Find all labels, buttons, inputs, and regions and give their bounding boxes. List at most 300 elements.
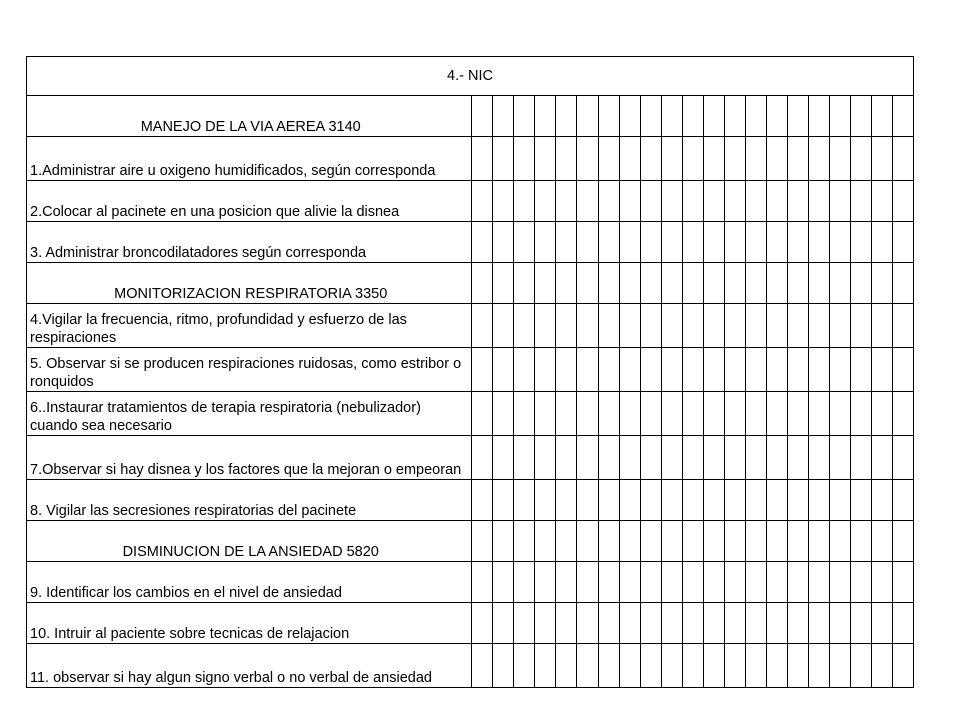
check-cell[interactable] bbox=[724, 603, 745, 644]
check-cell[interactable] bbox=[619, 644, 640, 688]
check-cell[interactable] bbox=[766, 644, 787, 688]
check-cell[interactable] bbox=[766, 603, 787, 644]
check-cell[interactable] bbox=[745, 96, 766, 137]
check-cell[interactable] bbox=[724, 644, 745, 688]
check-cell[interactable] bbox=[493, 304, 514, 348]
check-cell[interactable] bbox=[682, 181, 703, 222]
check-cell[interactable] bbox=[703, 137, 724, 181]
check-cell[interactable] bbox=[892, 263, 913, 304]
check-cell[interactable] bbox=[787, 562, 808, 603]
check-cell[interactable] bbox=[682, 304, 703, 348]
check-cell[interactable] bbox=[871, 348, 892, 392]
check-cell[interactable] bbox=[724, 480, 745, 521]
check-cell[interactable] bbox=[787, 137, 808, 181]
check-cell[interactable] bbox=[535, 644, 556, 688]
check-cell[interactable] bbox=[493, 348, 514, 392]
check-cell[interactable] bbox=[661, 562, 682, 603]
check-cell[interactable] bbox=[577, 436, 598, 480]
check-cell[interactable] bbox=[745, 521, 766, 562]
check-cell[interactable] bbox=[619, 304, 640, 348]
check-cell[interactable] bbox=[724, 521, 745, 562]
check-cell[interactable] bbox=[808, 603, 829, 644]
check-cell[interactable] bbox=[724, 137, 745, 181]
check-cell[interactable] bbox=[808, 480, 829, 521]
table-row bbox=[27, 436, 914, 480]
check-cell[interactable] bbox=[850, 521, 871, 562]
check-cell[interactable] bbox=[556, 222, 577, 263]
check-cell[interactable] bbox=[703, 96, 724, 137]
check-cell[interactable] bbox=[472, 392, 493, 436]
check-cell[interactable] bbox=[493, 436, 514, 480]
check-cell[interactable] bbox=[472, 603, 493, 644]
check-cell[interactable] bbox=[892, 304, 913, 348]
check-cell[interactable] bbox=[661, 222, 682, 263]
check-cell[interactable] bbox=[682, 263, 703, 304]
check-cell[interactable] bbox=[472, 480, 493, 521]
check-cell[interactable] bbox=[787, 603, 808, 644]
check-cell[interactable] bbox=[661, 304, 682, 348]
check-cell[interactable] bbox=[556, 304, 577, 348]
check-cell[interactable] bbox=[829, 348, 850, 392]
check-cell[interactable] bbox=[514, 603, 535, 644]
check-cell[interactable] bbox=[829, 562, 850, 603]
check-cell[interactable] bbox=[850, 480, 871, 521]
check-cell[interactable] bbox=[619, 603, 640, 644]
check-cell[interactable] bbox=[703, 480, 724, 521]
check-cell[interactable] bbox=[535, 521, 556, 562]
check-cell[interactable] bbox=[787, 181, 808, 222]
check-cell[interactable] bbox=[682, 521, 703, 562]
check-cell[interactable] bbox=[871, 96, 892, 137]
check-cell[interactable] bbox=[514, 304, 535, 348]
check-cell[interactable] bbox=[577, 480, 598, 521]
check-cell[interactable] bbox=[766, 96, 787, 137]
check-cell[interactable] bbox=[556, 436, 577, 480]
check-cell[interactable] bbox=[871, 263, 892, 304]
check-cell[interactable] bbox=[871, 181, 892, 222]
check-cell[interactable] bbox=[493, 521, 514, 562]
check-cell[interactable] bbox=[535, 263, 556, 304]
check-cell[interactable] bbox=[892, 521, 913, 562]
check-cell[interactable] bbox=[808, 222, 829, 263]
check-cell[interactable] bbox=[724, 222, 745, 263]
check-cell[interactable] bbox=[556, 644, 577, 688]
check-cell[interactable] bbox=[493, 603, 514, 644]
check-cell[interactable] bbox=[661, 480, 682, 521]
check-cell[interactable] bbox=[535, 137, 556, 181]
check-cell[interactable] bbox=[745, 562, 766, 603]
check-cell[interactable] bbox=[829, 436, 850, 480]
check-cell[interactable] bbox=[514, 392, 535, 436]
check-cell[interactable] bbox=[829, 222, 850, 263]
check-cell[interactable] bbox=[892, 603, 913, 644]
check-cell[interactable] bbox=[577, 181, 598, 222]
check-cell[interactable] bbox=[640, 603, 661, 644]
check-cell[interactable] bbox=[640, 480, 661, 521]
check-cell[interactable] bbox=[577, 644, 598, 688]
check-cell[interactable] bbox=[514, 137, 535, 181]
check-cell[interactable] bbox=[724, 562, 745, 603]
check-cell[interactable] bbox=[514, 436, 535, 480]
check-cell[interactable] bbox=[640, 436, 661, 480]
check-cell[interactable] bbox=[472, 644, 493, 688]
check-cell[interactable] bbox=[577, 222, 598, 263]
check-cell[interactable] bbox=[871, 436, 892, 480]
check-cell[interactable] bbox=[766, 436, 787, 480]
check-cell[interactable] bbox=[577, 304, 598, 348]
check-cell[interactable] bbox=[850, 603, 871, 644]
check-cell[interactable] bbox=[472, 263, 493, 304]
check-cell[interactable] bbox=[703, 436, 724, 480]
check-cell[interactable] bbox=[577, 562, 598, 603]
check-cell[interactable] bbox=[577, 521, 598, 562]
check-cell[interactable] bbox=[850, 181, 871, 222]
check-cell[interactable] bbox=[493, 392, 514, 436]
check-cell[interactable] bbox=[535, 392, 556, 436]
check-cell[interactable] bbox=[577, 263, 598, 304]
check-cell[interactable] bbox=[556, 263, 577, 304]
check-cell[interactable] bbox=[682, 603, 703, 644]
check-cell[interactable] bbox=[598, 521, 619, 562]
check-cell[interactable] bbox=[472, 304, 493, 348]
check-cell[interactable] bbox=[787, 263, 808, 304]
check-cell[interactable] bbox=[808, 96, 829, 137]
check-cell[interactable] bbox=[577, 392, 598, 436]
check-cell[interactable] bbox=[829, 96, 850, 137]
check-cell[interactable] bbox=[577, 348, 598, 392]
check-cell[interactable] bbox=[556, 603, 577, 644]
check-cell[interactable] bbox=[745, 392, 766, 436]
check-cell[interactable] bbox=[871, 222, 892, 263]
check-cell[interactable] bbox=[829, 480, 850, 521]
check-cell[interactable] bbox=[598, 304, 619, 348]
check-cell[interactable] bbox=[829, 392, 850, 436]
check-cell[interactable] bbox=[682, 137, 703, 181]
check-cell[interactable] bbox=[640, 521, 661, 562]
check-cell[interactable] bbox=[472, 348, 493, 392]
check-cell[interactable] bbox=[472, 222, 493, 263]
check-cell[interactable] bbox=[703, 181, 724, 222]
check-cell[interactable] bbox=[892, 96, 913, 137]
check-cell[interactable] bbox=[808, 304, 829, 348]
check-cell[interactable] bbox=[619, 521, 640, 562]
check-cell[interactable] bbox=[850, 392, 871, 436]
check-cell[interactable] bbox=[493, 96, 514, 137]
check-cell[interactable] bbox=[703, 392, 724, 436]
check-cell[interactable] bbox=[871, 644, 892, 688]
check-cell[interactable] bbox=[472, 181, 493, 222]
check-cell[interactable] bbox=[535, 96, 556, 137]
check-cell[interactable] bbox=[493, 263, 514, 304]
check-cell[interactable] bbox=[556, 96, 577, 137]
check-cell[interactable] bbox=[892, 222, 913, 263]
check-cell[interactable] bbox=[619, 263, 640, 304]
check-cell[interactable] bbox=[598, 644, 619, 688]
intervention-text: 9. Identificar los cambios en el nivel de ansiedad bbox=[27, 562, 472, 603]
check-cell[interactable] bbox=[808, 644, 829, 688]
check-cell[interactable] bbox=[577, 96, 598, 137]
check-cell[interactable] bbox=[850, 644, 871, 688]
check-cell[interactable] bbox=[661, 181, 682, 222]
check-cell[interactable] bbox=[514, 348, 535, 392]
check-cell[interactable] bbox=[829, 137, 850, 181]
check-cell[interactable] bbox=[556, 562, 577, 603]
check-cell[interactable] bbox=[787, 644, 808, 688]
check-cell[interactable] bbox=[682, 222, 703, 263]
check-cell[interactable] bbox=[871, 137, 892, 181]
check-cell[interactable] bbox=[598, 603, 619, 644]
check-cell[interactable] bbox=[724, 392, 745, 436]
check-cell[interactable] bbox=[682, 436, 703, 480]
intervention-text: 10. Intruir al paciente sobre tecnicas de relajacion bbox=[27, 603, 472, 644]
check-cell[interactable] bbox=[871, 603, 892, 644]
check-cell[interactable] bbox=[598, 392, 619, 436]
check-cell[interactable] bbox=[493, 562, 514, 603]
check-cell[interactable] bbox=[787, 436, 808, 480]
check-cell[interactable] bbox=[766, 521, 787, 562]
check-cell[interactable] bbox=[871, 392, 892, 436]
check-cell[interactable] bbox=[724, 263, 745, 304]
check-cell[interactable] bbox=[703, 644, 724, 688]
check-cell[interactable] bbox=[661, 603, 682, 644]
check-cell[interactable] bbox=[514, 644, 535, 688]
check-cell[interactable] bbox=[724, 96, 745, 137]
check-cell[interactable] bbox=[619, 348, 640, 392]
check-cell[interactable] bbox=[745, 480, 766, 521]
check-cell[interactable] bbox=[829, 181, 850, 222]
check-cell[interactable] bbox=[871, 480, 892, 521]
check-cell[interactable] bbox=[745, 603, 766, 644]
check-cell[interactable] bbox=[850, 263, 871, 304]
check-cell[interactable] bbox=[514, 521, 535, 562]
check-cell[interactable] bbox=[682, 562, 703, 603]
check-cell[interactable] bbox=[850, 348, 871, 392]
check-cell[interactable] bbox=[619, 181, 640, 222]
check-cell[interactable] bbox=[535, 562, 556, 603]
check-cell[interactable] bbox=[808, 521, 829, 562]
check-cell[interactable] bbox=[598, 348, 619, 392]
check-cell[interactable] bbox=[493, 222, 514, 263]
check-cell[interactable] bbox=[493, 181, 514, 222]
check-cell[interactable] bbox=[745, 348, 766, 392]
check-cell[interactable] bbox=[577, 137, 598, 181]
check-cell[interactable] bbox=[514, 181, 535, 222]
check-cell[interactable] bbox=[577, 603, 598, 644]
check-cell[interactable] bbox=[850, 304, 871, 348]
check-cell[interactable] bbox=[535, 222, 556, 263]
check-cell[interactable] bbox=[829, 644, 850, 688]
check-cell[interactable] bbox=[787, 222, 808, 263]
check-cell[interactable] bbox=[661, 436, 682, 480]
check-cell[interactable] bbox=[640, 348, 661, 392]
check-cell[interactable] bbox=[787, 480, 808, 521]
check-cell[interactable] bbox=[619, 436, 640, 480]
check-cell[interactable] bbox=[535, 436, 556, 480]
check-cell[interactable] bbox=[640, 222, 661, 263]
check-cell[interactable] bbox=[640, 304, 661, 348]
check-cell[interactable] bbox=[766, 181, 787, 222]
check-cell[interactable] bbox=[745, 644, 766, 688]
check-cell[interactable] bbox=[703, 521, 724, 562]
check-cell[interactable] bbox=[682, 348, 703, 392]
check-cell[interactable] bbox=[598, 562, 619, 603]
check-cell[interactable] bbox=[766, 392, 787, 436]
check-cell[interactable] bbox=[556, 392, 577, 436]
check-cell[interactable] bbox=[829, 521, 850, 562]
check-cell[interactable] bbox=[829, 304, 850, 348]
check-cell[interactable] bbox=[514, 222, 535, 263]
check-cell[interactable] bbox=[787, 392, 808, 436]
check-cell[interactable] bbox=[619, 562, 640, 603]
check-cell[interactable] bbox=[619, 392, 640, 436]
check-cell[interactable] bbox=[787, 96, 808, 137]
check-cell[interactable] bbox=[787, 348, 808, 392]
check-cell[interactable] bbox=[535, 603, 556, 644]
check-cell[interactable] bbox=[808, 348, 829, 392]
check-cell[interactable] bbox=[766, 480, 787, 521]
check-cell[interactable] bbox=[850, 436, 871, 480]
check-cell[interactable] bbox=[661, 392, 682, 436]
check-cell[interactable] bbox=[829, 263, 850, 304]
check-cell[interactable] bbox=[787, 521, 808, 562]
check-cell[interactable] bbox=[850, 96, 871, 137]
check-cell[interactable] bbox=[766, 222, 787, 263]
check-cell[interactable] bbox=[472, 137, 493, 181]
check-cell[interactable] bbox=[682, 644, 703, 688]
check-cell[interactable] bbox=[892, 562, 913, 603]
check-cell[interactable] bbox=[661, 263, 682, 304]
check-cell[interactable] bbox=[598, 480, 619, 521]
check-cell[interactable] bbox=[724, 436, 745, 480]
check-cell[interactable] bbox=[493, 644, 514, 688]
check-cell[interactable] bbox=[892, 644, 913, 688]
check-cell[interactable] bbox=[640, 137, 661, 181]
check-cell[interactable] bbox=[724, 348, 745, 392]
check-cell[interactable] bbox=[472, 436, 493, 480]
check-cell[interactable] bbox=[514, 562, 535, 603]
check-cell[interactable] bbox=[640, 644, 661, 688]
check-cell[interactable] bbox=[808, 562, 829, 603]
check-cell[interactable] bbox=[556, 348, 577, 392]
check-cell[interactable] bbox=[892, 348, 913, 392]
check-cell[interactable] bbox=[766, 137, 787, 181]
check-cell[interactable] bbox=[703, 222, 724, 263]
check-cell[interactable] bbox=[766, 562, 787, 603]
nic-table bbox=[26, 56, 914, 688]
check-cell[interactable] bbox=[682, 392, 703, 436]
check-cell[interactable] bbox=[871, 562, 892, 603]
check-cell[interactable] bbox=[556, 480, 577, 521]
check-cell[interactable] bbox=[661, 521, 682, 562]
check-cell[interactable] bbox=[892, 436, 913, 480]
check-cell[interactable] bbox=[598, 263, 619, 304]
check-cell[interactable] bbox=[745, 181, 766, 222]
check-cell[interactable] bbox=[745, 436, 766, 480]
check-cell[interactable] bbox=[892, 137, 913, 181]
check-cell[interactable] bbox=[703, 348, 724, 392]
check-cell[interactable] bbox=[598, 96, 619, 137]
check-cell[interactable] bbox=[556, 181, 577, 222]
check-cell[interactable] bbox=[598, 436, 619, 480]
check-cell[interactable] bbox=[598, 181, 619, 222]
check-cell[interactable] bbox=[703, 304, 724, 348]
check-cell[interactable] bbox=[724, 181, 745, 222]
check-cell[interactable] bbox=[808, 263, 829, 304]
check-cell[interactable] bbox=[472, 96, 493, 137]
check-cell[interactable] bbox=[640, 562, 661, 603]
check-cell[interactable] bbox=[745, 304, 766, 348]
check-cell[interactable] bbox=[787, 304, 808, 348]
check-cell[interactable] bbox=[493, 137, 514, 181]
check-cell[interactable] bbox=[640, 181, 661, 222]
check-cell[interactable] bbox=[661, 137, 682, 181]
check-cell[interactable] bbox=[640, 96, 661, 137]
check-cell[interactable] bbox=[829, 603, 850, 644]
check-cell[interactable] bbox=[703, 263, 724, 304]
check-cell[interactable] bbox=[535, 480, 556, 521]
check-cell[interactable] bbox=[682, 96, 703, 137]
check-cell[interactable] bbox=[850, 137, 871, 181]
check-cell[interactable] bbox=[808, 392, 829, 436]
check-cell[interactable] bbox=[745, 222, 766, 263]
check-cell[interactable] bbox=[661, 96, 682, 137]
check-cell[interactable] bbox=[892, 480, 913, 521]
check-cell[interactable] bbox=[598, 137, 619, 181]
check-cell[interactable] bbox=[871, 304, 892, 348]
check-cell[interactable] bbox=[472, 521, 493, 562]
check-cell[interactable] bbox=[745, 263, 766, 304]
check-cell[interactable] bbox=[619, 137, 640, 181]
check-cell[interactable] bbox=[703, 603, 724, 644]
check-cell[interactable] bbox=[850, 222, 871, 263]
check-cell[interactable] bbox=[556, 521, 577, 562]
check-cell[interactable] bbox=[619, 480, 640, 521]
intervention-text: 11. observar si hay algun signo verbal o no verbal de ansiedad bbox=[27, 644, 472, 688]
intervention-text: 1.Administrar aire u oxigeno humidificados, según corresponda bbox=[27, 137, 472, 181]
check-cell[interactable] bbox=[535, 181, 556, 222]
check-cell[interactable] bbox=[892, 181, 913, 222]
check-cell[interactable] bbox=[808, 137, 829, 181]
check-cell[interactable] bbox=[661, 644, 682, 688]
check-cell[interactable] bbox=[640, 263, 661, 304]
check-cell[interactable] bbox=[808, 181, 829, 222]
check-cell[interactable] bbox=[892, 392, 913, 436]
check-cell[interactable] bbox=[850, 562, 871, 603]
check-cell[interactable] bbox=[703, 562, 724, 603]
check-cell[interactable] bbox=[598, 222, 619, 263]
check-cell[interactable] bbox=[535, 304, 556, 348]
check-cell[interactable] bbox=[535, 348, 556, 392]
check-cell[interactable] bbox=[619, 222, 640, 263]
check-cell[interactable] bbox=[724, 304, 745, 348]
check-cell[interactable] bbox=[766, 263, 787, 304]
check-cell[interactable] bbox=[745, 137, 766, 181]
check-cell[interactable] bbox=[640, 392, 661, 436]
check-cell[interactable] bbox=[556, 137, 577, 181]
check-cell[interactable] bbox=[472, 562, 493, 603]
check-cell[interactable] bbox=[493, 480, 514, 521]
check-cell[interactable] bbox=[619, 96, 640, 137]
check-cell[interactable] bbox=[514, 263, 535, 304]
check-cell[interactable] bbox=[514, 480, 535, 521]
check-cell[interactable] bbox=[766, 304, 787, 348]
check-cell[interactable] bbox=[661, 348, 682, 392]
check-cell[interactable] bbox=[682, 480, 703, 521]
check-cell[interactable] bbox=[514, 96, 535, 137]
check-cell[interactable] bbox=[871, 521, 892, 562]
check-cell[interactable] bbox=[766, 348, 787, 392]
check-cell[interactable] bbox=[808, 436, 829, 480]
